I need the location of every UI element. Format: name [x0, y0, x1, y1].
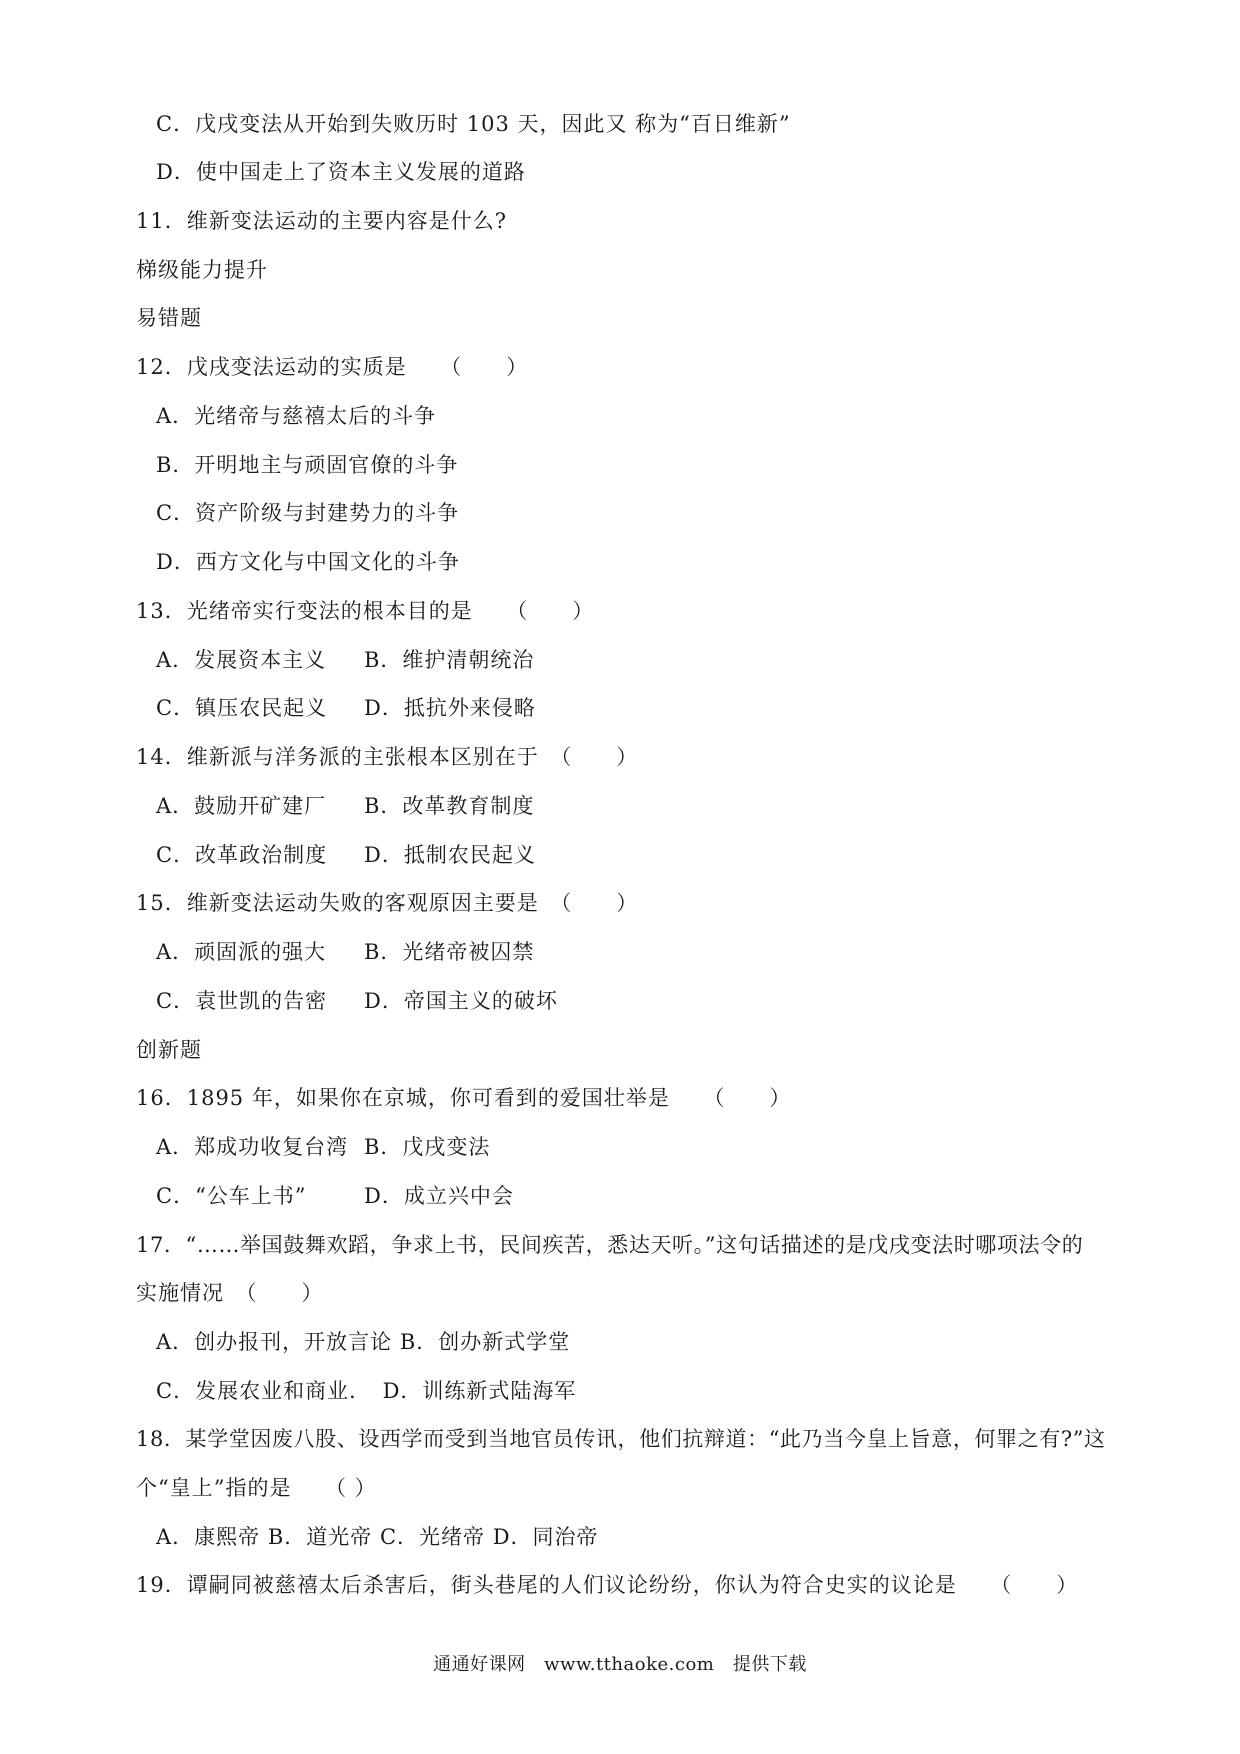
question-18-line-1: 18．某学堂因废八股、设西学而受到当地官员传讯，他们抗辩道：“此乃当今皇上旨意，何罪之有?”这	[136, 1427, 1106, 1451]
q16-option-c: C．“公车上书”	[156, 1184, 307, 1208]
q13-options-cd	[156, 693, 536, 723]
question-17-line-1: 17．“……举国鼓舞欢蹈，争求上书，民间疾苦，悉达天听。”这句话描述的是戊戌变法时哪项法令的	[136, 1233, 1084, 1257]
question-13: 13．光绪帝实行变法的根本目的是 （ ）	[136, 599, 595, 623]
q14-option-d: D．抵制农民起义	[364, 843, 536, 867]
question-14: 14．维新派与洋务派的主张根本区别在于 （ ）	[136, 745, 639, 769]
q15-options-ab	[156, 937, 535, 967]
q14-option-a: A．鼓励开矿建厂	[156, 794, 327, 818]
question-17-line-2: 实施情况 （ ）	[136, 1281, 324, 1305]
question-12: 12．戊戌变法运动的实质是 （ ）	[136, 355, 529, 379]
q14-options-ab	[156, 791, 535, 821]
q13-option-b: B．维护清朝统治	[364, 648, 535, 672]
q15-options-cd	[156, 986, 558, 1016]
section-innovation: 创新题	[136, 1038, 202, 1062]
section-ladder-ability: 梯级能力提升	[136, 258, 268, 282]
q15-option-a: A．顽固派的强大	[156, 940, 327, 964]
q12-option-a: A．光绪帝与慈禧太后的斗争	[156, 404, 437, 428]
q15-option-d: D．帝国主义的破坏	[364, 989, 558, 1013]
q16-options-cd	[156, 1181, 514, 1211]
q14-option-c: C．改革政治制度	[156, 843, 328, 867]
q15-option-b: B．光绪帝被囚禁	[364, 940, 535, 964]
q13-options-ab	[156, 645, 535, 675]
q13-option-a: A．发展资本主义	[156, 648, 327, 672]
q12-option-c: C．资产阶级与封建势力的斗争	[156, 501, 460, 525]
question-16: 16．1895 年，如果你在京城，你可看到的爱国壮举是 （ ）	[136, 1086, 792, 1110]
q17-options-cd: C．发展农业和商业． D．训练新式陆海军	[156, 1379, 577, 1403]
q10-option-c: C．戊戌变法从开始到失败历时 103 天，因此又 称为“百日维新”	[156, 112, 791, 136]
q16-option-a: A．郑成功收复台湾	[156, 1135, 349, 1159]
question-19: 19．谭嗣同被慈禧太后杀害后，街头巷尾的人们议论纷纷，你认为符合史实的议论是 （ ）	[136, 1573, 1079, 1597]
q16-options-ab	[156, 1132, 491, 1162]
section-error-prone: 易错题	[136, 306, 202, 330]
page-footer: 通通好课网 www.tthaoke.com 提供下载	[433, 1654, 807, 1675]
q16-option-d: D．成立兴中会	[364, 1184, 514, 1208]
question-15: 15．维新变法运动失败的客观原因主要是 （ ）	[136, 891, 639, 915]
q18-options: A．康熙帝 B．道光帝 C．光绪帝 D．同治帝	[156, 1525, 599, 1549]
q12-option-d: D．西方文化与中国文化的斗争	[156, 550, 460, 574]
q15-option-c: C．袁世凯的告密	[156, 989, 328, 1013]
q10-option-d: D．使中国走上了资本主义发展的道路	[156, 160, 526, 184]
q12-option-b: B．开明地主与顽固官僚的斗争	[156, 453, 459, 477]
q16-option-b: B．戊戌变法	[364, 1135, 491, 1159]
q17-options-ab: A．创办报刊，开放言论 B．创办新式学堂	[156, 1330, 571, 1354]
question-11: 11．维新变法运动的主要内容是什么?	[136, 209, 507, 233]
q13-option-d: D．抵抗外来侵略	[364, 696, 536, 720]
q14-options-cd	[156, 840, 536, 870]
question-18-line-2: 个“皇上”指的是 （ ）	[136, 1476, 377, 1500]
q14-option-b: B．改革教育制度	[364, 794, 535, 818]
q13-option-c: C．镇压农民起义	[156, 696, 328, 720]
